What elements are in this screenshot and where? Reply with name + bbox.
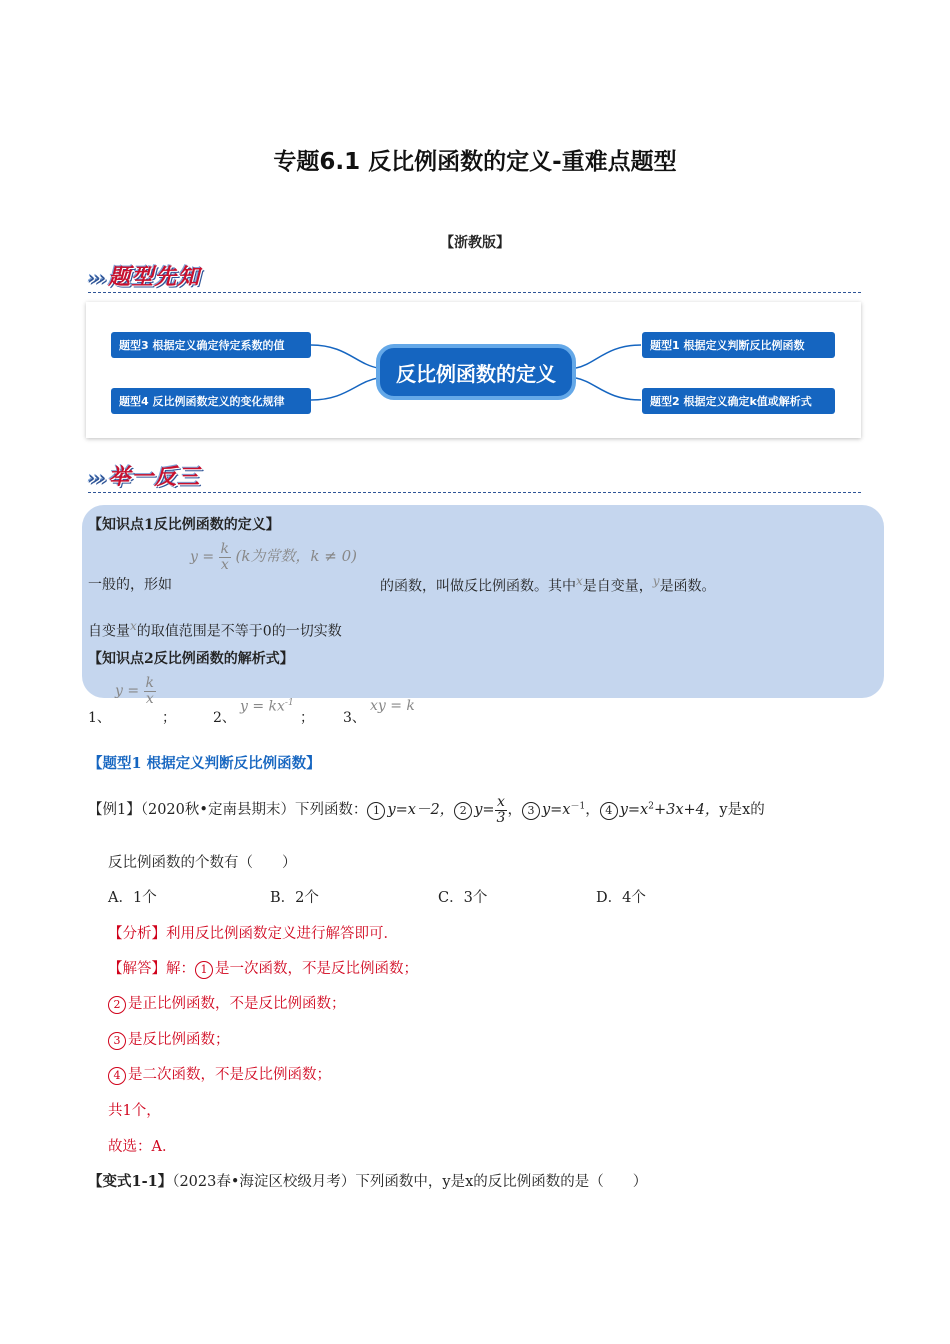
banner-arrows-icon: ››› — [88, 268, 105, 289]
analysis: 【分析】利用反比例函数定义进行解答即可． — [108, 926, 398, 942]
answer-choice: 故选：A． — [108, 1139, 177, 1155]
option-d: D．4个 — [596, 890, 646, 906]
knowledge-domain: 自变量$^x$的取值范围是不等于0的一切实数 — [88, 619, 342, 640]
example-1-question: 【例1】（2020秋•定南县期末）下列函数： 1 y=x－2， 2 y= $\frac{x}{3}$ ， 3 $y=x^{-1}$， 4 $y=x^2+3x+4$，y是x的 — [88, 794, 765, 826]
option-b: B．2个 — [270, 890, 319, 906]
edition-label: 【浙教版】 — [440, 235, 510, 251]
form-2-tail: ； — [300, 710, 314, 726]
knowledge-definition-pre: 一般的，形如 — [88, 577, 172, 593]
form-1-tail: ； — [162, 710, 176, 726]
knowledge-definition-post: 的函数，叫做反比例函数。其中$^x$是自变量，$^y$是函数。 — [380, 574, 716, 595]
definition-formula: y = $\frac{k}{x}$ (k为常数，k ≠ 0) — [190, 541, 358, 573]
divider — [88, 492, 861, 493]
mind-map-node-type2: 题型2 根据定义确定k值或解析式 — [642, 388, 835, 414]
form-3-formula: xy = k — [370, 698, 415, 714]
answer-line-4: 4 是二次函数，不是反比例函数； — [108, 1063, 331, 1085]
page-title: 专题6.1 反比例函数的定义-重难点题型 — [273, 149, 677, 175]
mind-map — [86, 302, 861, 438]
banner-text: 题型先知 — [108, 265, 201, 290]
mind-map-node-type1: 题型1 根据定义判断反比例函数 — [642, 332, 835, 358]
banner-question-types — [88, 260, 200, 291]
form-2-label: 2、 — [213, 710, 236, 726]
form-1-label: 1、 — [88, 710, 111, 726]
knowledge-point-1-title: 【知识点1反比例函数的定义】 — [88, 517, 280, 533]
banner-arrows-icon: ››› — [88, 468, 105, 489]
option-a: A．1个 — [108, 890, 157, 906]
question-type-1-heading: 【题型1 根据定义判断反比例函数】 — [88, 755, 321, 772]
form-1-formula: y = $\frac{k}{x}$ — [115, 675, 155, 707]
mind-map-node-type3: 题型3 根据定义确定待定系数的值 — [111, 332, 311, 358]
knowledge-point-2-title: 【知识点2反比例函数的解析式】 — [88, 651, 294, 667]
form-3-label: 3、 — [343, 710, 366, 726]
answer-line-3: 3 是反比例函数； — [108, 1028, 230, 1050]
banner-text: 举一反三 — [108, 465, 201, 490]
mind-map-node-type4: 题型4 反比例函数定义的变化规律 — [111, 388, 311, 414]
variant-1-1: 【变式1-1】（2023春•海淀区校级月考）下列函数中，y是x的反比例函数的是（ ） — [88, 1173, 648, 1190]
answer-total: 共1个， — [108, 1103, 161, 1119]
answer-line-1: 【解答】解： 1 是一次函数，不是反比例函数； — [108, 961, 418, 977]
mind-map-center: 反比例函数的定义 — [376, 344, 576, 400]
form-2-formula: $y = kx^{-1}$ — [240, 698, 294, 715]
banner-practice — [88, 460, 200, 491]
divider — [88, 292, 861, 293]
answer-line-2: 2 是正比例函数，不是反比例函数； — [108, 992, 346, 1014]
example-1-options — [108, 886, 808, 908]
example-1-question-line2: 反比例函数的个数有（ ） — [108, 855, 297, 871]
option-c: C．3个 — [438, 890, 488, 906]
